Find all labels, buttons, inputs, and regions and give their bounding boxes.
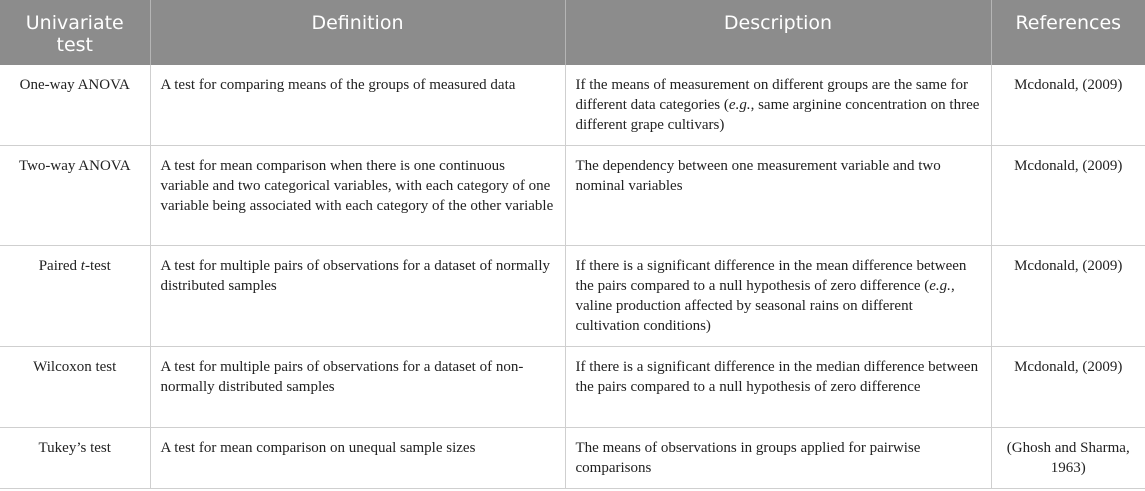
definition-cell: A test for multiple pairs of observations for a dataset of normally distributed samples — [150, 245, 565, 346]
description-italic: e.g. — [929, 277, 951, 294]
description-cell — [565, 245, 991, 346]
test-name-cell — [0, 65, 150, 145]
test-name-cell — [0, 346, 150, 427]
header-row — [0, 0, 1145, 65]
description-text: The dependency between one measurement variable and two nominal variables — [575, 157, 941, 194]
description-cell — [565, 145, 991, 245]
test-name-italic: t — [80, 257, 85, 274]
description-text: If there is a significant difference in the mean difference between the pairs compared to a null hypothesis of zero difference ( — [575, 257, 967, 294]
table-header — [0, 0, 1145, 65]
header-references: References — [991, 0, 1145, 65]
reference-cell: Mcdonald, (2009) — [991, 346, 1145, 427]
test-name-text: Paired — [38, 257, 81, 274]
definition-cell: A test for multiple pairs of observations for a dataset of non-normally distributed samples — [150, 346, 565, 427]
test-name-text: One-way ANOVA — [19, 77, 130, 93]
header-description: Description — [565, 0, 991, 65]
description-italic: e.g. — [728, 97, 751, 113]
reference-cell: Mcdonald, (2009) — [991, 145, 1145, 245]
description-cell — [565, 346, 991, 427]
definition-cell: A test for mean comparison when there is one continuous variable and two categorical variables, with each category of one variable being associated with each category of the other variable — [150, 145, 565, 245]
test-name-cell — [0, 245, 150, 346]
test-name-suffix: -test — [84, 257, 111, 274]
table-row — [0, 346, 1145, 427]
header-definition: Definition — [150, 0, 565, 65]
table-row — [0, 427, 1145, 488]
description-text-end: , valine production affected by seasonal rains on different cultivation conditions) — [575, 277, 955, 334]
description-text: If there is a significant difference in the median difference between the pairs compared to a null hypothesis of zero difference — [575, 358, 979, 395]
table-body — [0, 65, 1145, 488]
test-name-text: Tukey’s test — [38, 439, 111, 456]
test-name-text: Two-way ANOVA — [18, 157, 131, 174]
table-row — [0, 245, 1145, 346]
definition-cell: A test for comparing means of the groups of measured data — [150, 65, 565, 145]
description-text: The means of observations in groups applied for pairwise comparisons — [575, 439, 921, 476]
description-cell — [565, 65, 991, 145]
description-cell — [565, 427, 991, 488]
header-univariate-test: Univariate test — [0, 0, 150, 65]
test-name-cell — [0, 145, 150, 245]
test-name-text: Wilcoxon test — [33, 358, 117, 375]
definition-cell: A test for mean comparison on unequal sample sizes — [150, 427, 565, 488]
reference-cell: Mcdonald, (2009) — [991, 245, 1145, 346]
table-row — [0, 145, 1145, 245]
table-row — [0, 65, 1145, 145]
description-text: If the means of measurement on different groups are the same for different data categories ( — [575, 77, 968, 113]
reference-cell: Mcdonald, (2009) — [991, 65, 1145, 145]
test-name-cell — [0, 427, 150, 488]
reference-cell: (Ghosh and Sharma, 1963) — [991, 427, 1145, 488]
description-text-end: , same arginine concentration on three different grape cultivars) — [575, 97, 980, 133]
